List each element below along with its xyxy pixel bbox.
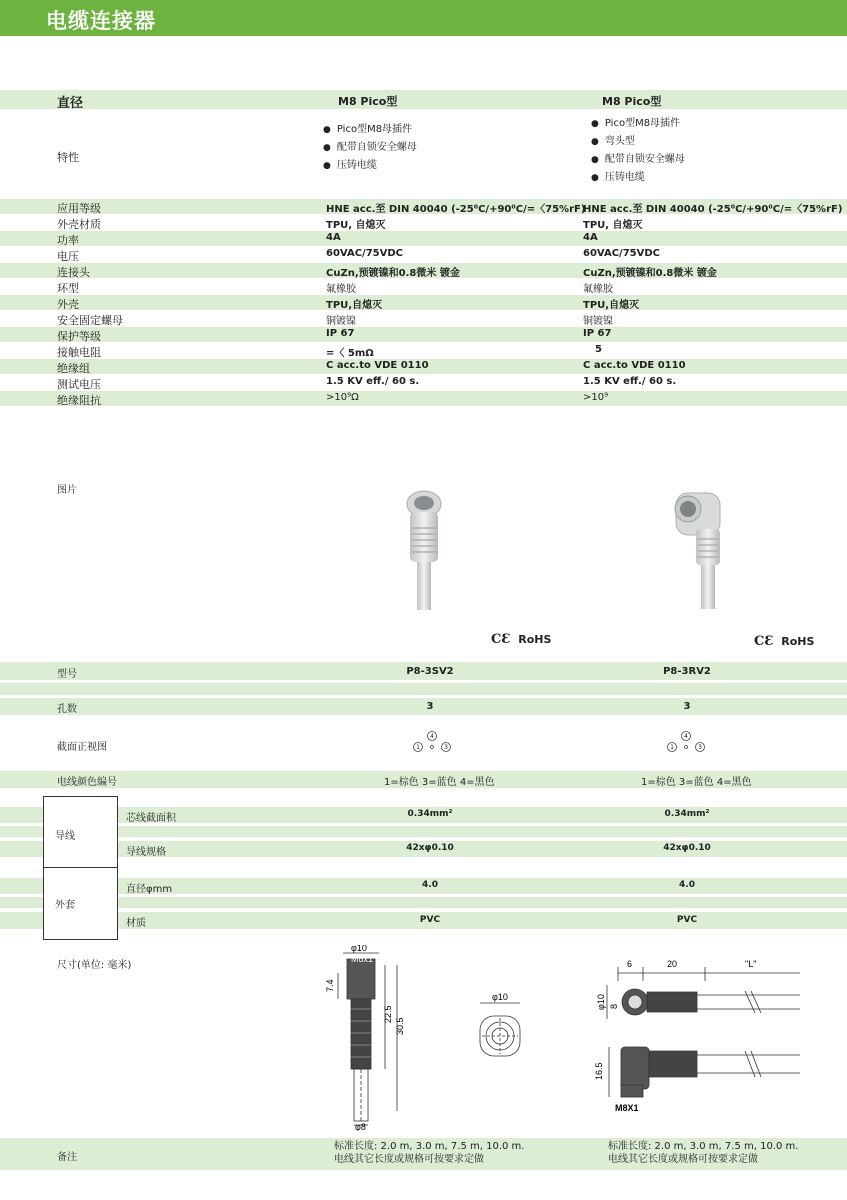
spec-label: 外壳 xyxy=(57,298,79,311)
core-row xyxy=(0,807,847,823)
wire-spec-label: 导线规格 xyxy=(126,847,166,858)
dim-d: 8 xyxy=(609,1003,619,1009)
spec-value-2: 1.5 KV eff./ 60 s. xyxy=(583,376,677,387)
wire-group-box xyxy=(43,796,118,868)
page-title: 电缆连接器 xyxy=(46,9,156,33)
spec-value-1: 铜镀镍 xyxy=(326,316,356,327)
spec-value-1: >10⁹Ω xyxy=(326,392,359,403)
spec-value-2: 5 xyxy=(595,344,602,355)
ce-icon: CƐ xyxy=(754,634,774,649)
dimensions-label: 尺寸(单位: 毫米) xyxy=(57,960,132,971)
spec-row xyxy=(0,215,847,230)
dim-side: 7.4 xyxy=(325,979,335,992)
col2-features xyxy=(591,115,685,187)
pin-layout-icon xyxy=(664,730,708,756)
model-label: 型号 xyxy=(57,669,77,680)
dim-thread-2: M8X1 xyxy=(615,1103,639,1113)
dim-dia: φ10 xyxy=(596,994,606,1010)
spec-value-2: 4A xyxy=(583,232,598,243)
model-value-1: P8-3SV2 xyxy=(406,666,454,677)
remarks-line: 标准长度: 2.0 m, 3.0 m, 7.5 m, 10.0 m. xyxy=(334,1141,525,1152)
spec-label: 保护等级 xyxy=(57,330,101,343)
col2-title: M8 Pico型 xyxy=(602,95,662,108)
spec-value-1: TPU,自熄灭 xyxy=(326,300,383,311)
feature-item: ● 弯头型 xyxy=(591,133,685,151)
remarks-line: 标准长度: 2.0 m, 3.0 m, 7.5 m, 10.0 m. xyxy=(608,1141,799,1152)
spec-value-2: IP 67 xyxy=(583,328,612,339)
sheath-dia-value-2: 4.0 xyxy=(679,880,695,890)
model-value-2: P8-3RV2 xyxy=(663,666,711,677)
wire-spec-row xyxy=(0,841,847,857)
remarks-col1 xyxy=(334,1140,524,1166)
sheath-dia-label: 直径φmm xyxy=(126,884,173,895)
sheath-group-label: 外套 xyxy=(55,900,75,911)
features-label: 特性 xyxy=(57,151,79,164)
color-value-1: 1=棕色 3=蓝色 4=黑色 xyxy=(384,777,495,788)
angled-connector-photo xyxy=(660,485,740,610)
spec-row xyxy=(0,279,847,294)
col1-features xyxy=(323,121,417,175)
spec-value-2: TPU,自熄灭 xyxy=(583,300,640,311)
spec-row xyxy=(0,343,847,358)
spec-row xyxy=(0,231,847,246)
wire-spec-value-2: 42xφ0.10 xyxy=(663,843,711,853)
spec-label: 连接头 xyxy=(57,266,90,279)
spec-value-1: HNE acc.至 DIN 40040 (-25⁰C/+90⁰C/=〈75%rF) xyxy=(326,204,586,215)
dim-end-dia: φ10 xyxy=(492,992,508,1002)
spec-label: 应用等级 xyxy=(57,202,101,215)
spec-label: 绝缘组 xyxy=(57,362,90,375)
dim-len1: 22.5 xyxy=(383,1005,393,1023)
sheath-dia-value-1: 4.0 xyxy=(422,880,438,890)
ce-rohs-mark-1 xyxy=(491,632,551,647)
end-view-drawing xyxy=(470,988,530,1068)
spec-row xyxy=(0,263,847,278)
pin-label: 1 xyxy=(416,744,420,751)
remarks-line: 电线其它长度或规格可按要求定做 xyxy=(334,1154,484,1165)
feature-item: ● 压铸电缆 xyxy=(323,157,417,175)
dim-a: 6 xyxy=(627,959,633,969)
spacer-row xyxy=(0,683,847,695)
spec-row xyxy=(0,295,847,310)
sheath-mat-row xyxy=(0,912,847,929)
wire-spec-value-1: 42xφ0.10 xyxy=(406,843,454,853)
spec-value-1: 4A xyxy=(326,232,341,243)
spec-value-1: 60VAC/75VDC xyxy=(326,248,404,259)
ce-rohs-mark-2 xyxy=(754,634,814,649)
feature-item: ● 配带自锁安全螺母 xyxy=(323,139,417,157)
angled-dimension-drawing xyxy=(585,955,810,1115)
color-value-2: 1=棕色 3=蓝色 4=黑色 xyxy=(641,777,752,788)
holes-label: 孔数 xyxy=(57,704,77,715)
rohs-label: RoHS xyxy=(781,635,815,648)
core-value-2: 0.34mm² xyxy=(664,809,710,819)
pin-label: 3 xyxy=(444,744,448,751)
dim-b: 20 xyxy=(667,959,678,969)
dim-c: "L" xyxy=(745,959,757,969)
ce-icon: CƐ xyxy=(491,632,511,647)
wire-group-label: 导线 xyxy=(55,831,75,842)
pin-layout-icon xyxy=(410,730,454,756)
spec-label: 电压 xyxy=(57,250,79,263)
remarks-col2 xyxy=(608,1140,798,1166)
spec-value-2: CuZn,预镀镍和0.8微米 镀金 xyxy=(583,268,717,279)
feature-item: ● Pico型M8母插件 xyxy=(323,121,417,139)
spec-row xyxy=(0,375,847,390)
spec-value-1: TPU, 自熄灭 xyxy=(326,220,386,231)
spec-value-2: TPU, 自熄灭 xyxy=(583,220,643,231)
spec-value-1: IP 67 xyxy=(326,328,355,339)
spec-value-1: 1.5 KV eff./ 60 s. xyxy=(326,376,420,387)
spacer-row xyxy=(0,826,847,837)
spec-value-2: 氟橡胶 xyxy=(583,284,613,295)
spec-value-2: 铜镀镍 xyxy=(583,316,613,327)
model-row xyxy=(0,662,847,680)
rohs-label: RoHS xyxy=(518,633,552,646)
holes-row xyxy=(0,698,847,715)
core-label: 芯线截面积 xyxy=(126,813,176,824)
remarks-line: 电线其它长度或规格可按要求定做 xyxy=(608,1154,758,1165)
pin-label: 1 xyxy=(670,744,674,751)
sheath-mat-value-2: PVC xyxy=(676,915,698,925)
spacer-row xyxy=(0,897,847,908)
feature-item: ● 配带自锁安全螺母 xyxy=(591,151,685,169)
holes-value-1: 3 xyxy=(426,701,434,712)
section-label: 截面正视图 xyxy=(57,742,107,753)
dim-top: φ10 xyxy=(351,945,367,953)
color-row xyxy=(0,771,847,788)
straight-connector-photo xyxy=(390,482,460,612)
diameter-row xyxy=(0,90,847,109)
feature-item: ● Pico型M8母插件 xyxy=(591,115,685,133)
spec-label: 环型 xyxy=(57,282,79,295)
spec-value-1: C acc.to VDE 0110 xyxy=(326,360,429,371)
diameter-label: 直径 xyxy=(57,96,84,111)
remarks-row xyxy=(0,1138,847,1170)
dim-thread: M8x1 xyxy=(351,954,374,964)
spec-label: 测试电压 xyxy=(57,378,101,391)
features-row xyxy=(0,110,847,198)
page-header xyxy=(0,0,847,36)
spec-row xyxy=(0,359,847,374)
pin-label: 4 xyxy=(430,733,434,740)
dim-bottom: φ8 xyxy=(355,1122,366,1131)
spec-label: 外壳材质 xyxy=(57,218,101,231)
spec-label: 安全固定螺母 xyxy=(57,314,123,327)
sheath-group-box xyxy=(43,867,118,940)
spec-value-1: CuZn,预镀镍和0.8微米 镀金 xyxy=(326,268,460,279)
spec-row xyxy=(0,391,847,406)
spec-value-2: >10⁹ xyxy=(583,392,609,403)
dim-h: 16.5 xyxy=(594,1062,604,1080)
col1-title: M8 Pico型 xyxy=(338,95,398,108)
spec-value-1: 氟橡胶 xyxy=(326,284,356,295)
dim-len2: 30.5 xyxy=(395,1017,405,1035)
spec-label: 绝缘阻抗 xyxy=(57,394,101,407)
spec-value-2: 60VAC/75VDC xyxy=(583,248,661,259)
spec-value-1: =〈 5mΩ xyxy=(326,348,374,359)
pin-label: 3 xyxy=(698,744,702,751)
sheath-mat-label: 材质 xyxy=(126,918,146,929)
spec-row xyxy=(0,311,847,326)
spec-row xyxy=(0,199,847,214)
picture-label: 图片 xyxy=(57,485,77,496)
spec-label: 接触电阻 xyxy=(57,346,101,359)
spec-value-2: HNE acc.至 DIN 40040 (-25⁰C/+90⁰C/=〈75%rF) xyxy=(583,204,843,215)
sheath-mat-value-1: PVC xyxy=(419,915,441,925)
straight-dimension-drawing xyxy=(325,945,425,1131)
spec-row xyxy=(0,327,847,342)
spec-row xyxy=(0,247,847,262)
feature-item: ● 压铸电缆 xyxy=(591,169,685,187)
spec-value-2: C acc.to VDE 0110 xyxy=(583,360,686,371)
spec-label: 功率 xyxy=(57,234,79,247)
core-value-1: 0.34mm² xyxy=(407,809,453,819)
color-label: 电线颜色编号 xyxy=(57,777,117,788)
pin-label: 4 xyxy=(684,733,688,740)
sheath-dia-row xyxy=(0,878,847,894)
holes-value-2: 3 xyxy=(683,701,691,712)
remarks-label: 备注 xyxy=(57,1152,77,1163)
